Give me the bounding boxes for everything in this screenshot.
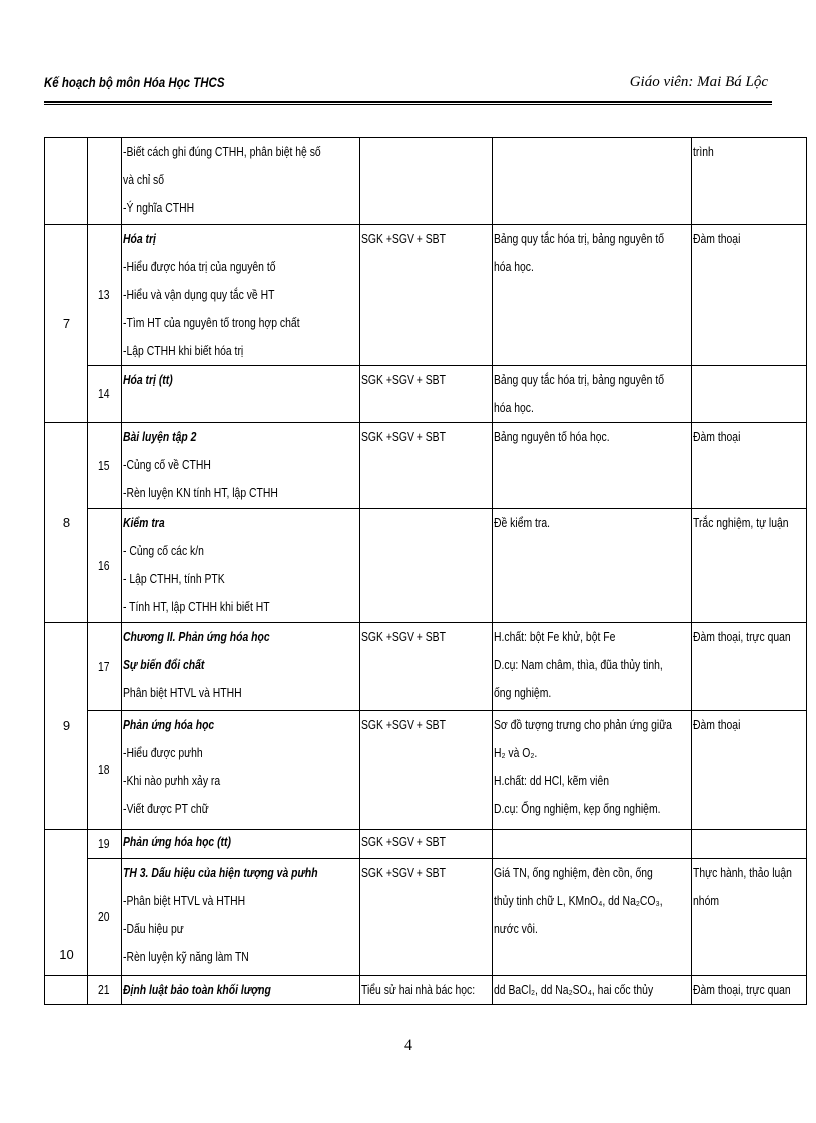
method-cell: Đàm thoại [692, 711, 807, 830]
lesson-number-cell: 18 [88, 711, 122, 830]
equipment-cell: Bảng quy tắc hóa trị, bảng nguyên tố hóa học. [493, 225, 692, 366]
resources-cell: SGK +SGV + SBT [360, 830, 493, 859]
equipment-cell: Giá TN, ống nghiệm, đèn cồn, ống thủy tinh chữ L, KMnO₄, dd Na₂CO₃, nước vôi. [493, 859, 692, 976]
content-cell [122, 830, 360, 859]
resources-cell: SGK +SGV + SBT [360, 711, 493, 830]
table-row [45, 623, 807, 711]
table-row [45, 711, 807, 830]
content-cell [122, 976, 360, 1005]
equipment-cell: H.chất: bột Fe khử, bột Fe D.cụ: Nam châm, thìa, đũa thủy tinh, ống nghiệm. [493, 623, 692, 711]
resources-cell [360, 138, 493, 225]
method-cell: trình [692, 138, 807, 225]
page-number: 4 [404, 1037, 412, 1054]
resources-cell: SGK +SGV + SBT [360, 225, 493, 366]
method-cell [692, 366, 807, 423]
lesson-title: Hóa trị (tt) [123, 372, 173, 387]
content-cell: -Biết cách ghi đúng CTHH, phân biệt hệ số và chỉ số -Ý nghĩa CTHH [122, 138, 360, 225]
table-row [45, 225, 807, 366]
lesson-number-cell: 16 [88, 509, 122, 623]
content-cell [122, 366, 360, 423]
method-cell: Đàm thoại [692, 225, 807, 366]
lesson-number-cell [88, 138, 122, 225]
method-cell: Thực hành, thảo luận nhóm [692, 859, 807, 976]
header-subject: Kế hoạch bộ môn Hóa Học THCS [44, 74, 225, 90]
table-row [45, 423, 807, 509]
lesson-title: Bài luyện tập 2 [123, 429, 197, 444]
week-cell: 8 [45, 423, 88, 623]
lesson-title: TH 3. Dấu hiệu của hiện tượng và pưhh [123, 865, 318, 880]
resources-cell: SGK +SGV + SBT [360, 859, 493, 976]
lesson-number-cell: 21 [88, 976, 122, 1005]
equipment-cell [493, 830, 692, 859]
resources-cell: SGK +SGV + SBT [360, 623, 493, 711]
table-row [45, 830, 807, 859]
lesson-number-cell: 17 [88, 623, 122, 711]
equipment-cell: Bảng quy tắc hóa trị, bảng nguyên tố hóa học. [493, 366, 692, 423]
content-cell: TH 3. Dấu hiệu của hiện tượng và pưhh -Phân biệt HTVL và HTHH -Dấu hiệu pư -Rèn luyện kỹ năng làm TN [122, 859, 360, 976]
table-row [45, 509, 807, 623]
content-cell: Hóa trị -Hiểu được hóa trị của nguyên tố -Hiểu và vận dụng quy tắc về HT -Tìm HT của nguyên tố trong hợp chất -Lập CTHH khi biết hóa trị [122, 225, 360, 366]
table-row [45, 976, 807, 1005]
equipment-cell: Bảng nguyên tố hóa học. [493, 423, 692, 509]
equipment-cell: dd BaCl₂, dd Na₂SO₄, hai cốc thủy [493, 976, 692, 1005]
header-rule-thin [44, 104, 772, 105]
lesson-title: Định luật bảo toàn khối lượng [123, 982, 271, 997]
resources-cell [360, 509, 493, 623]
method-cell: Đàm thoại, trực quan [692, 623, 807, 711]
lesson-title: Kiểm tra [123, 515, 165, 530]
lesson-number-cell: 19 [88, 830, 122, 859]
resources-cell: SGK +SGV + SBT [360, 423, 493, 509]
method-cell: Trắc nghiệm, tự luận [692, 509, 807, 623]
lesson-title: Hóa trị [123, 231, 156, 246]
equipment-cell [493, 138, 692, 225]
content-cell: Bài luyện tập 2 -Củng cố về CTHH -Rèn luyện KN tính HT, lập CTHH [122, 423, 360, 509]
lesson-number-cell: 13 [88, 225, 122, 366]
header-rule [44, 101, 772, 103]
lesson-number-cell: 20 [88, 859, 122, 976]
method-cell: Đàm thoại [692, 423, 807, 509]
resources-cell: SGK +SGV + SBT [360, 366, 493, 423]
lesson-title: Sự biến đổi chất [123, 657, 205, 672]
week-cell [45, 138, 88, 225]
header-teacher: Giáo viên: Mai Bá Lộc [629, 74, 768, 90]
week-cell: 10 [45, 830, 88, 976]
table-row [45, 859, 807, 976]
table-row [45, 366, 807, 423]
week-cell [45, 976, 88, 1005]
method-cell [692, 830, 807, 859]
table-row [45, 138, 807, 225]
week-cell: 9 [45, 623, 88, 830]
lesson-title: Phản ứng hóa học [123, 717, 215, 732]
equipment-cell: Đề kiểm tra. [493, 509, 692, 623]
week-cell: 7 [45, 225, 88, 423]
lesson-title: Chương II. Phản ứng hóa học [123, 629, 270, 644]
resources-cell: Tiểu sử hai nhà bác học: [360, 976, 493, 1005]
lesson-title: Phản ứng hóa học (tt) [123, 834, 231, 849]
lesson-plan-table [44, 137, 807, 1005]
lesson-number-cell: 15 [88, 423, 122, 509]
content-cell: Chương II. Phản ứng hóa học Sự biến đổi chất Phân biệt HTVL và HTHH [122, 623, 360, 711]
equipment-cell: Sơ đồ tượng trưng cho phản ứng giữa H₂ và O₂. H.chất: dd HCl, kẽm viên D.cụ: Ống nghiệm, kẹp ống nghiệm. [493, 711, 692, 830]
method-cell: Đàm thoại, trực quan [692, 976, 807, 1005]
page-header [44, 74, 768, 102]
content-cell: Kiểm tra - Củng cố các k/n - Lập CTHH, tính PTK - Tính HT, lập CTHH khi biết HT [122, 509, 360, 623]
content-cell: Phản ứng hóa học -Hiểu được pưhh -Khi nào pưhh xảy ra -Viết được PT chữ [122, 711, 360, 830]
lesson-number-cell: 14 [88, 366, 122, 423]
